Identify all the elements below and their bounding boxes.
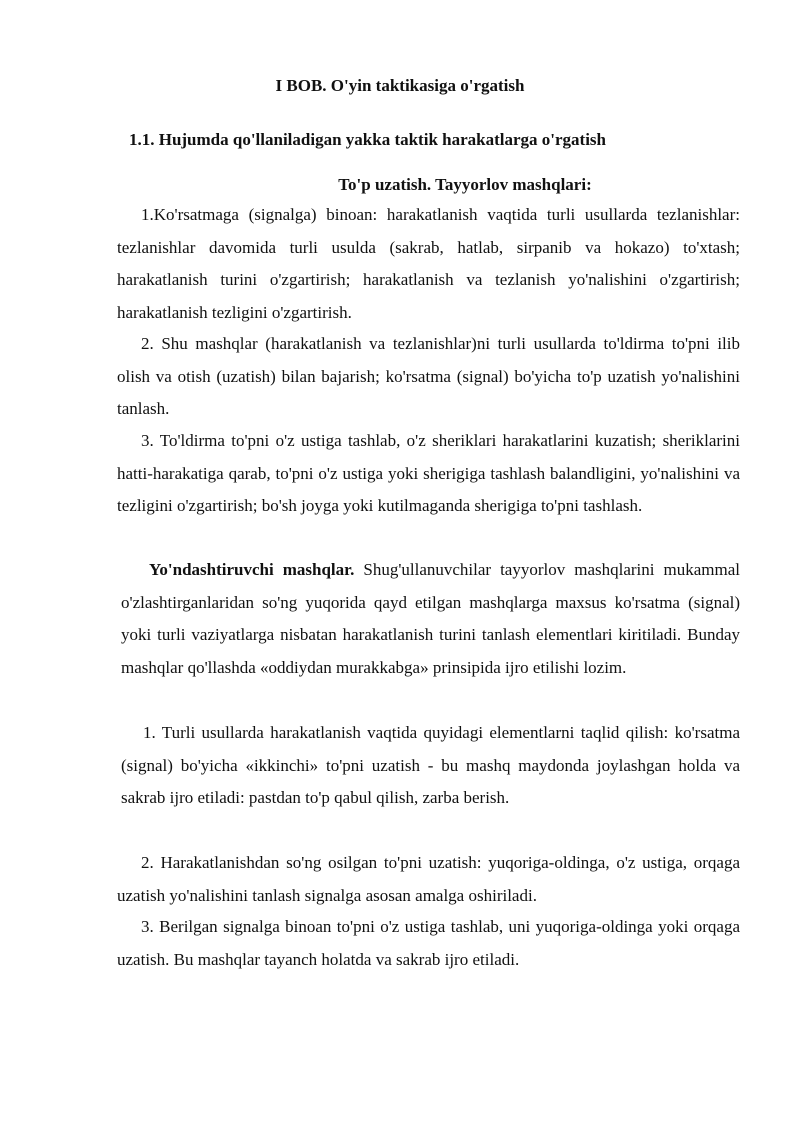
paragraph-1: 1.Ko'rsatmaga (signalga) binoan: harakatlanish vaqtida turli usullarda tezlanishlar: tezlanishlar davomida turli usulda (sakrab, hatlab, sirpanib va hokazo) to'xtash; harakatlanish turini o'zgartirish; harakatlanish va tezlanish yo'nalishini o'zgartirish; harakatlanish tezligini o'zgartirish.: [117, 205, 740, 322]
chapter-title: I BOB. O'yin taktikasiga o'rgatish: [275, 76, 525, 95]
paragraph-3: 3. To'ldirma to'pni o'z ustiga tashlab, o'z sheriklari harakatlarini kuzatish; sheriklarini hatti-harakatiga qarab, to'pni o'z ustiga yoki sherigiga tashlash balandligini, yo'nalishini va tezligini o'zgartirish; bo'sh joyga yoki kutilmaganda sherigiga to'pni tashlash.: [117, 431, 740, 515]
subsection-title: To'p uzatish. Tayyorlov mashqlari:: [338, 175, 592, 194]
paragraph-4-body: Shug'ullanuvchilar tayyorlov mashqlarini mukammal o'zlashtirganlaridan so'ng yuqorida qayd etilgan mashqlarga maxsus ko'rsatma (signal) yoki turli vaziyatlarga nisbatan harakatlanish turini tanlash elementlari kiritiladi. Bunday mashqlar qo'llashda «oddiydan murakkabga» prinsipida ijro etilishi lozim.: [121, 560, 740, 677]
paragraph-7: 3. Berilgan signalga binoan to'pni o'z ustiga tashlab, uni yuqoriga-oldinga yoki orqaga uzatish. Bu mashqlar tayanch holatda va sakrab ijro etiladi.: [117, 917, 740, 969]
paragraph-5: 1. Turli usullarda harakatlanish vaqtida quyidagi elementlarni taqlid qilish: ko'rsatma (signal) bo'yicha «ikkinchi» to'pni uzatish - bu mashq maydonda joylashgan holda va sakrab ijro etiladi: pastdan to'p qabul qilish, zarba berish.: [121, 723, 740, 807]
section-title: 1.1. Hujumda qo'llaniladigan yakka taktik harakatlarga o'rgatish: [128, 130, 607, 149]
paragraph-2: 2. Shu mashqlar (harakatlanish va tezlanishlar)ni turli usullarda to'ldirma to'pni ilib olish va otish (uzatish) bilan bajarish; ko'rsatma (signal) bo'yicha to'p uzatish yo'nalishini tanlash.: [117, 334, 740, 418]
paragraph-4: [121, 554, 740, 684]
paragraph-6: 2. Harakatlanishdan so'ng osilgan to'pni uzatish: yuqoriga-oldinga, o'z ustiga, orqaga uzatish yo'nalishini tanlash signalga asosan amalga oshiriladi.: [117, 853, 740, 905]
paragraph-4-lead: Yo'ndashtiruvchi mashqlar.: [149, 560, 355, 579]
